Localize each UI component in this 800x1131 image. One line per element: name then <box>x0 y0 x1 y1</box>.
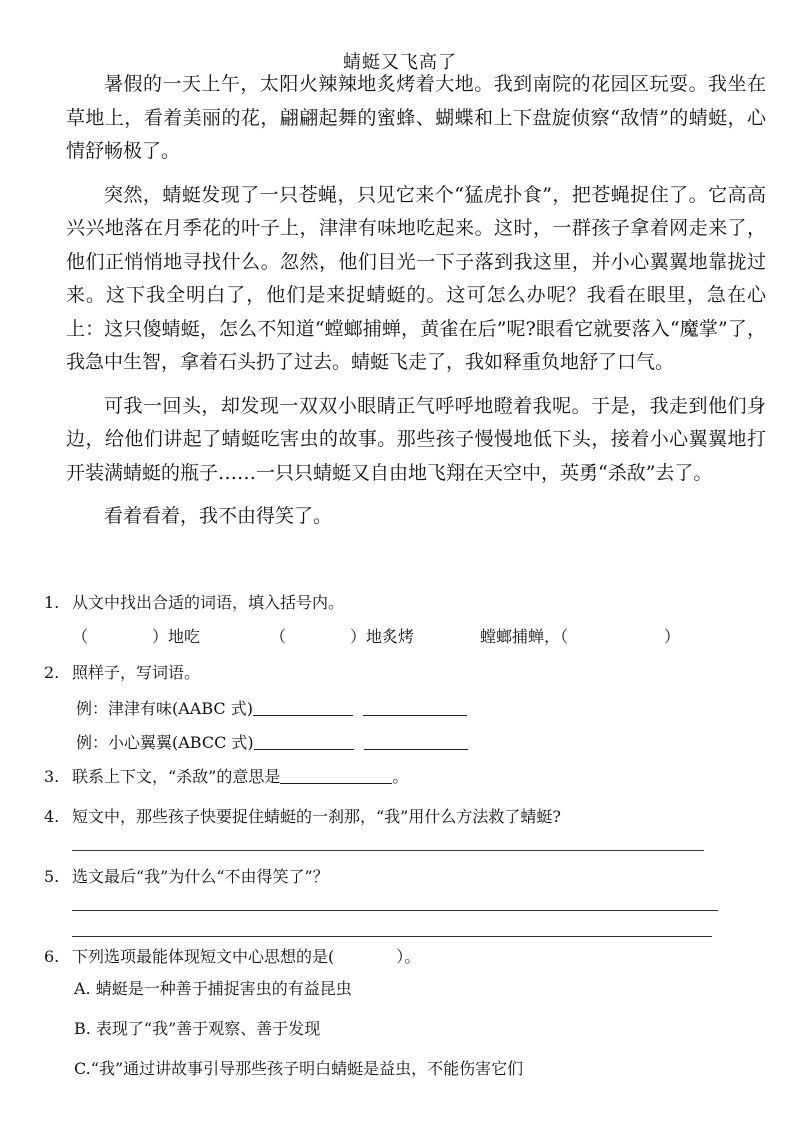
question-text: 下列选项最能体现短文中心思想的是( <box>72 947 335 966</box>
question-number: 2. <box>44 663 60 682</box>
q6-option-c[interactable]: C.“我”通过讲故事引导那些孩子明白蜻蜓是益虫，不能伤害它们 <box>74 1059 524 1078</box>
paragraph-4: 看着看着，我不由得笑了。 <box>104 505 333 527</box>
answer-blank[interactable] <box>280 782 392 784</box>
paragraph-3: 可我一回头，却发现一双双小眼睛正气呼呼地瞪着我呢。于是，我走到他们身边，给他们讲起了蜻蜓吃害虫的故事。那些孩子慢慢地低下头，接着小心翼翼地打开装满蜻蜓的瓶子……一只只蜻蜓又自由地飞翔在天空中，英勇“杀敌”去了。 <box>66 394 766 484</box>
blank-suffix: ）地吃 <box>152 627 201 646</box>
question-text: 从文中找出合适的词语，填入括号内。 <box>72 593 345 612</box>
passage-title: 蜻蜓又飞高了 <box>343 52 457 73</box>
answer-blank[interactable] <box>253 714 353 716</box>
question-6 <box>44 944 420 967</box>
question-4 <box>44 804 561 827</box>
question-number: 4. <box>44 807 60 826</box>
question-number: 5. <box>44 867 60 886</box>
question-end: ）。 <box>396 947 421 966</box>
q2-example-1 <box>76 696 467 719</box>
passage-body <box>66 68 766 534</box>
paragraph-1: 暑假的一天上午，太阳火辣辣地炙烤着大地。我到南院的花园区玩耍。我坐在草地上，看着美丽的花，翩翩起舞的蜜蜂、蝴蝶和上下盘旋侦察“敌情”的蜻蜓，心情舒畅极了。 <box>66 73 766 162</box>
example-label: 例：津津有味(AABC 式) <box>76 699 253 718</box>
question-text: 联系上下文，“杀敌”的意思是 <box>72 767 281 786</box>
blank-suffix: ）地炙烤 <box>350 627 415 646</box>
q4-answer-line[interactable] <box>72 850 704 851</box>
question-text: 照样子，写词语。 <box>72 663 201 682</box>
question-number: 6. <box>44 947 60 966</box>
q6-option-a[interactable]: A. 蜻蜓是一种善于捕捉害虫的有益昆虫 <box>74 979 352 998</box>
q5-answer-line-2[interactable] <box>72 936 712 937</box>
question-text: 选文最后“我”为什么“不由得笑了”？ <box>72 867 329 886</box>
blank-prefix: 螳螂捕蝉，（ <box>480 627 569 646</box>
q5-answer-line-1[interactable] <box>72 910 718 911</box>
question-2 <box>44 660 200 683</box>
answer-blank[interactable] <box>364 748 468 750</box>
answer-blank[interactable] <box>363 714 467 716</box>
answer-blank[interactable] <box>254 748 354 750</box>
question-end: 。 <box>392 767 409 786</box>
example-label: 例：小心翼翼(ABCC 式) <box>76 733 254 752</box>
q2-example-2 <box>76 730 468 753</box>
question-1 <box>44 590 344 613</box>
open-paren: （ <box>72 627 89 646</box>
question-number: 3. <box>44 767 60 786</box>
question-3 <box>44 764 408 787</box>
q6-option-b[interactable]: B. 表现了“我”善于观察、善于发现 <box>74 1019 321 1038</box>
q1-blank-1[interactable] <box>72 624 200 647</box>
open-paren: （ <box>270 627 287 646</box>
close-paren: ） <box>664 627 681 646</box>
question-5 <box>44 864 329 887</box>
question-number: 1. <box>44 593 60 612</box>
paragraph-2: 突然，蜻蜓发现了一只苍蝇，只见它来个“猛虎扑食”，把苍蝇捉住了。它高高兴兴地落在月季花的叶子上，津津有味地吃起来。这时，一群孩子拿着网走来了，他们正悄悄地寻找什么。忽然，他们目光一下子落到我这里，并小心翼翼地靠拢过来。这下我全明白了，他们是来捉蜻蜓的。这可怎么办呢？我看在眼里，急在心上：这只傻蜻蜓，怎么不知道“螳螂捕蝉，黄雀在后”呢?眼看它就要落入“魔掌”了，我急中生智，拿着石头扔了过去。蜻蜓飞走了，我如释重负地舒了口气。 <box>66 183 766 373</box>
q1-blank-3[interactable] <box>480 624 680 647</box>
question-text: 短文中，那些孩子快要捉住蜻蜓的一刹那，“我”用什么方法救了蜻蜓? <box>72 807 561 826</box>
q1-blank-2[interactable] <box>270 624 414 647</box>
